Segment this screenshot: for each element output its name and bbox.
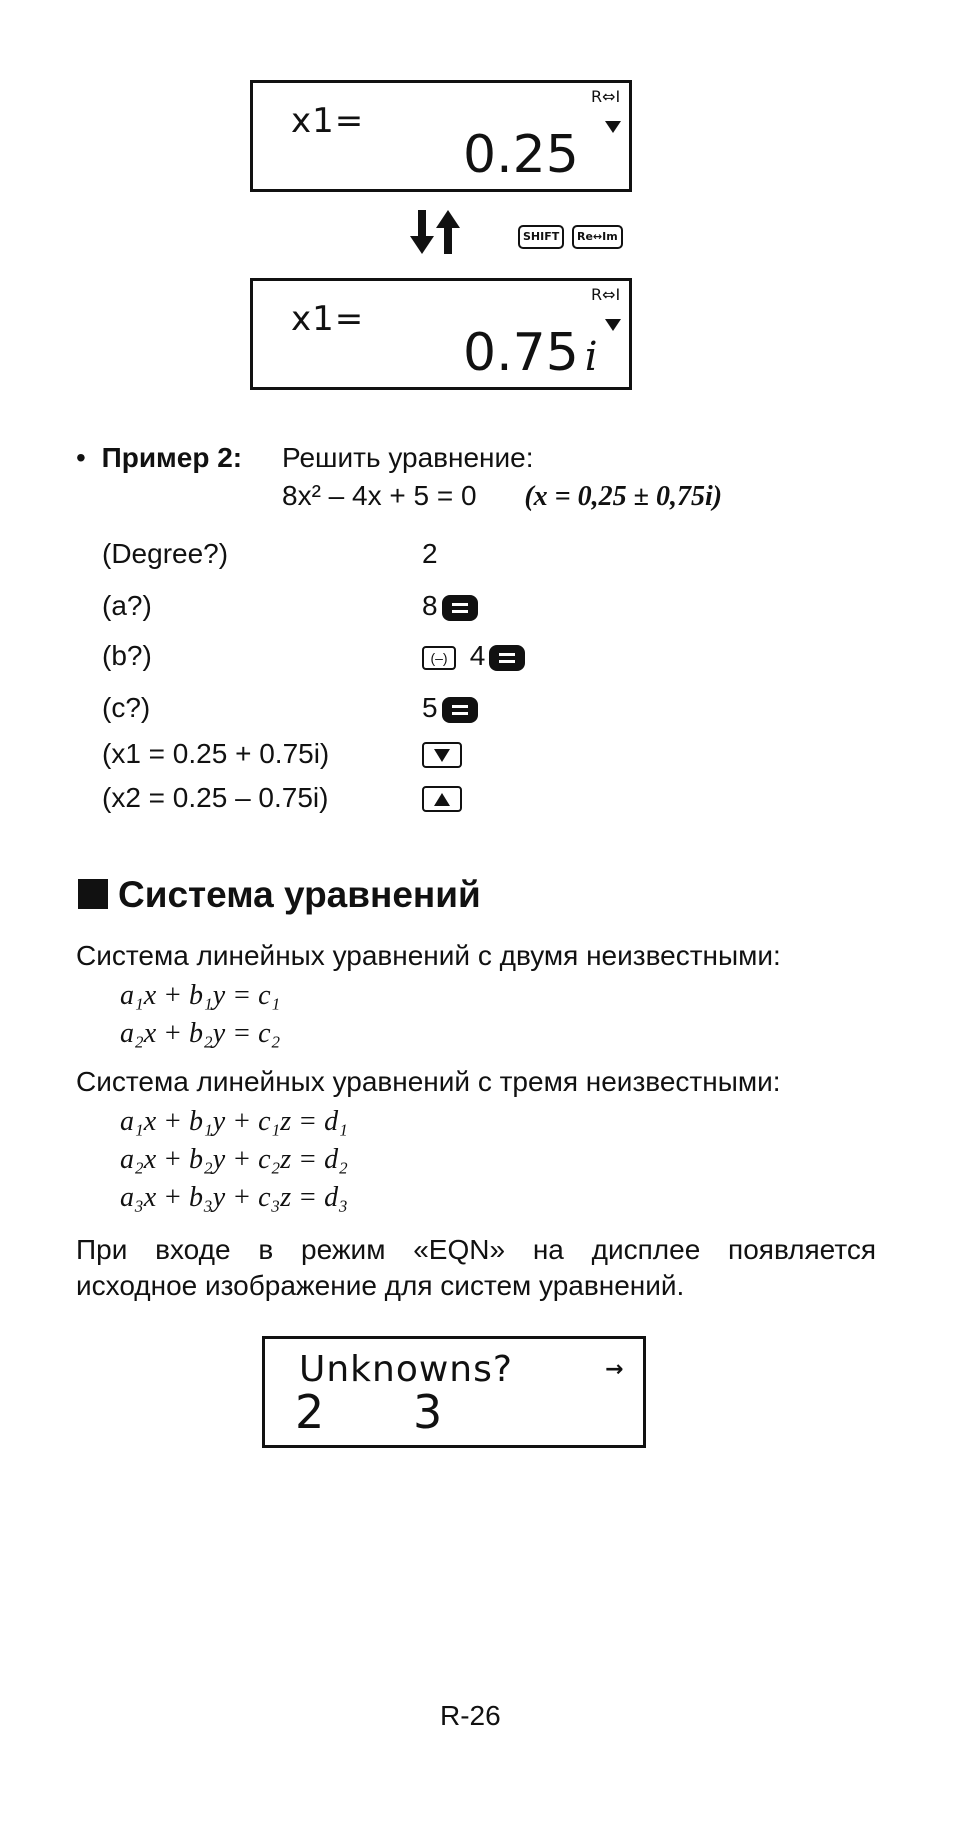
step-result-x2: (x2 = 0.25 – 0.75i) (102, 782, 329, 813)
up-arrow-key-icon (422, 786, 462, 812)
example-heading: • Пример 2: (76, 442, 243, 473)
equals-key-icon (442, 595, 478, 621)
step-prompt-b: (b?) (102, 640, 152, 671)
lcd-value: 0.25 (463, 125, 579, 185)
system3-eq1: a₁x + b₁y + c₁z = d₁ (120, 1106, 348, 1137)
shift-key: SHIFT (518, 225, 564, 249)
lcd-value: 0.75 i (463, 323, 598, 383)
down-up-arrows-icon (408, 208, 468, 261)
page-number: R-26 (440, 1700, 501, 1731)
lcd-display-x1-real (250, 80, 632, 192)
step-input-degree: 2 (422, 538, 438, 569)
system3-eq3: a₃x + b₃y + c₃z = d₃ (120, 1182, 348, 1213)
square-bullet-icon (78, 879, 108, 909)
paragraph-two-unknowns: Система линейных уравнений с двумя неизвестными: (76, 940, 781, 971)
r-i-indicator: R⇔I (591, 87, 621, 106)
lcd-display-unknowns (262, 1336, 646, 1448)
step-prompt-a: (a?) (102, 590, 152, 621)
lcd-label: Unknowns? (299, 1349, 513, 1390)
section-title: Система уравнений (78, 874, 481, 916)
option-2: 2 (295, 1385, 325, 1439)
step-prompt-degree: (Degree?) (102, 538, 229, 569)
system3-eq2: a₂x + b₂y + c₂z = d₂ (120, 1144, 348, 1175)
re-im-key: Re↔Im (572, 225, 623, 249)
step-input-c: 5 (422, 692, 478, 724)
example-task: Решить уравнение: (282, 442, 534, 473)
paragraph-eqn-mode: При входе в режим «EQN» на дисплее появляется исходное изображение для систем уравнений. (76, 1234, 876, 1301)
step-prompt-c: (c?) (102, 692, 151, 723)
step-input-a: 8 (422, 590, 478, 622)
example-equation: 8x² – 4x + 5 = 0 (x = 0,25 ± 0,75i) (282, 480, 723, 512)
system2-eq1: a₁x + b₁y = c₁ (120, 980, 281, 1011)
lcd-label: x1= (291, 299, 365, 339)
step-result-x1: (x1 = 0.25 + 0.75i) (102, 738, 330, 769)
lcd-label: x1= (291, 101, 365, 141)
option-3: 3 (413, 1385, 443, 1439)
paragraph-three-unknowns: Система линейных уравнений с тремя неизвестными: (76, 1066, 781, 1097)
system2-eq2: a₂x + b₂y = c₂ (120, 1018, 281, 1049)
r-i-indicator: R⇔I (591, 285, 621, 304)
down-triangle-icon (605, 319, 621, 331)
equals-key-icon (489, 645, 525, 671)
down-arrow-key-icon (422, 742, 462, 768)
right-arrow-icon: → (605, 1357, 624, 1382)
negative-key: (–) (422, 646, 456, 670)
lcd-display-x1-imag (250, 278, 632, 390)
step-input-b: (–) 4 (422, 640, 525, 672)
equals-key-icon (442, 697, 478, 723)
down-triangle-icon (605, 121, 621, 133)
